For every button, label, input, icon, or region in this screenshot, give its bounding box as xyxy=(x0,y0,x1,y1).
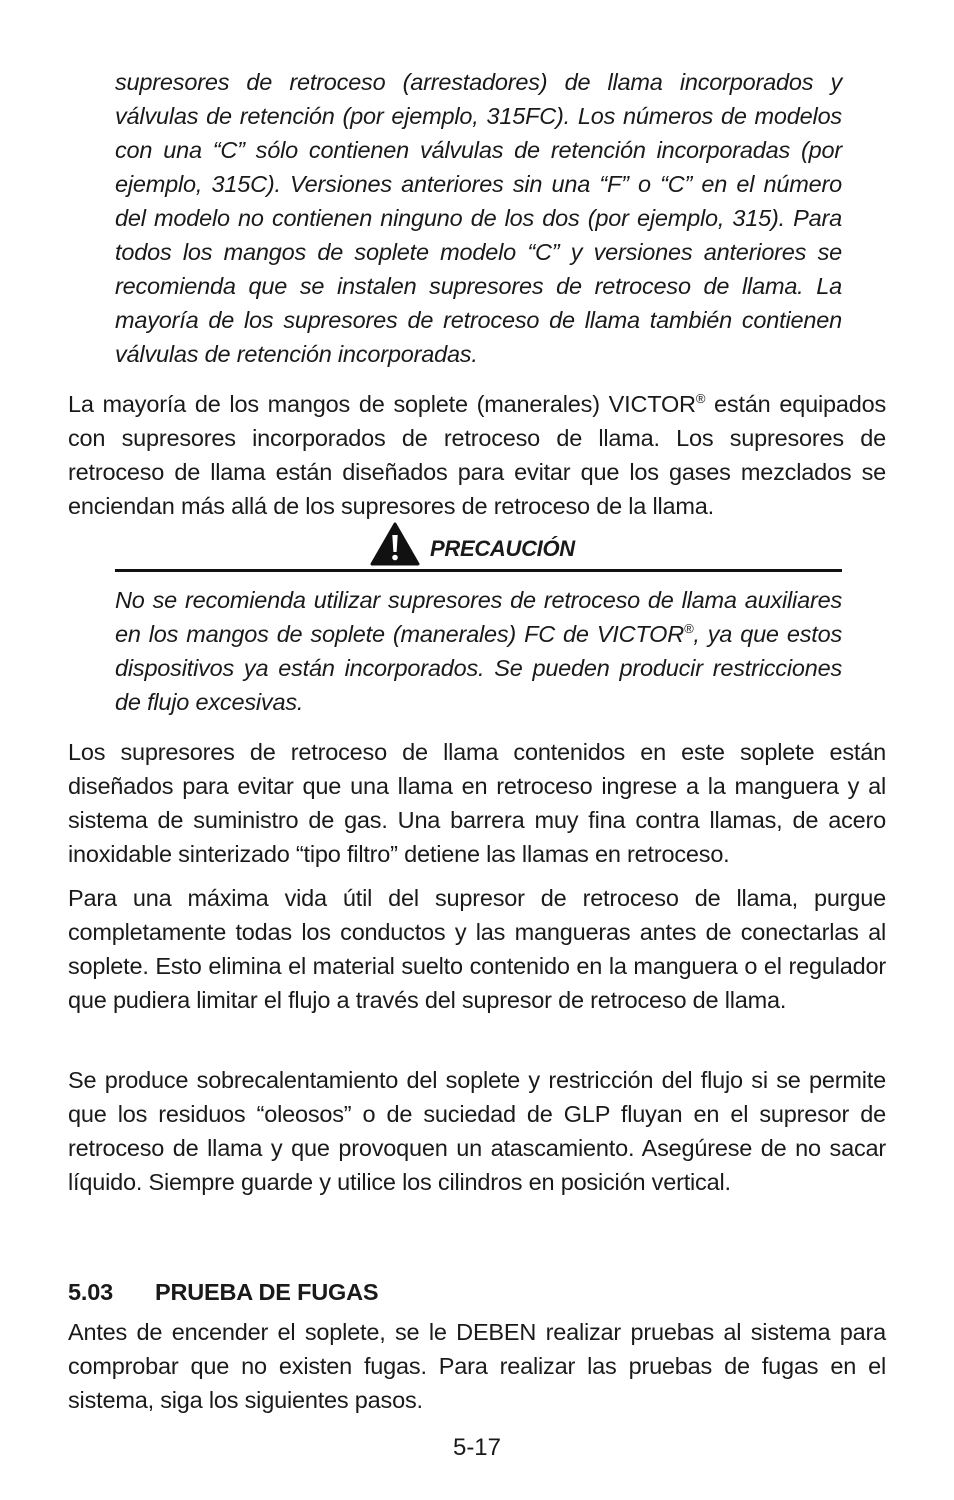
caution-label-group xyxy=(370,522,575,566)
registered-mark: ® xyxy=(695,391,706,406)
caution-registered-mark: ® xyxy=(683,621,694,636)
caution-text-after: , ya que estos dispositivos ya están incorporados. Se pueden producir restricciones de flujo excesivas. xyxy=(115,621,843,715)
caution-label: PRECAUCIÓN xyxy=(430,536,575,561)
warning-triangle-icon xyxy=(370,522,420,566)
leak-test-paragraph: Antes de encender el soplete, se le DEBEN realizar pruebas al sistema para comprobar que no existen fugas. Para realizar las pruebas de fugas en el sistema, siga los siguientes pasos. xyxy=(68,1319,886,1413)
caution-rule xyxy=(115,569,842,572)
overheat-paragraph: Se produce sobrecalentamiento del soplete y restricción del flujo si se permite que los residuos “oleosos” o de suciedad de GLP fluyan en el supresor de retroceso de llama y que provoquen un atascamiento. Asegúrese de no sacar líquido. Siempre guarde y utilice los cilindros en posición vertical. xyxy=(68,1067,886,1195)
section-heading xyxy=(68,1275,378,1309)
flame-arrestor-paragraph: Los supresores de retroceso de llama contenidos en este soplete están diseñados para evitar que una llama en retroceso ingrese a la manguera y al sistema de suministro de gas. Una barrera muy fina contra llamas, de acero inoxidable sinterizado “tipo filtro” detiene las llamas en retroceso. xyxy=(68,739,886,867)
victor-paragraph-text-after: están equipados con supresores incorporados de retroceso de llama. Los supresores de retroceso de llama están diseñados para evitar que los gases mezclados se enciendan más allá de los supresores de retroceso de la llama. xyxy=(68,391,887,519)
caution-header xyxy=(115,522,842,572)
purge-paragraph: Para una máxima vida útil del supresor de retroceso de llama, purgue completamente todas los conductos y las mangueras antes de conectarlas al soplete. Esto elimina el material suelto contenido en la manguera o el regulador que pudiera limitar el flujo a través del supresor de retroceso de llama. xyxy=(68,885,886,1013)
caution-text xyxy=(115,583,842,719)
caution-text-before: No se recomienda utilizar supresores de retroceso de llama auxiliares en los mangos de soplete (manerales) FC de VICTOR xyxy=(115,587,842,647)
section-number: 5.03 xyxy=(68,1279,113,1305)
section-title: PRUEBA DE FUGAS xyxy=(155,1279,379,1305)
page-number: 5-17 xyxy=(452,1434,502,1461)
intro-italic-paragraph: supresores de retroceso (arrestadores) de llama incorporados y válvulas de retención (por ejemplo, 315FC). Los números de modelos con una “C” sólo contienen válvulas de retención incorporadas (por ejemplo, 315C). Versiones anteriores sin una “F” o “C” en el número del modelo no contienen ninguno de los dos (por ejemplo, 315). Para todos los mangos de soplete modelo “C” y versiones anteriores se recomienda que se instalen supresores de retroceso de llama. La mayoría de los supresores de retroceso de llama también contienen válvulas de retención incorporadas. xyxy=(115,69,842,367)
victor-paragraph-text-before: La mayoría de los mangos de soplete (manerales) VICTOR xyxy=(68,391,696,417)
victor-paragraph xyxy=(68,387,886,523)
